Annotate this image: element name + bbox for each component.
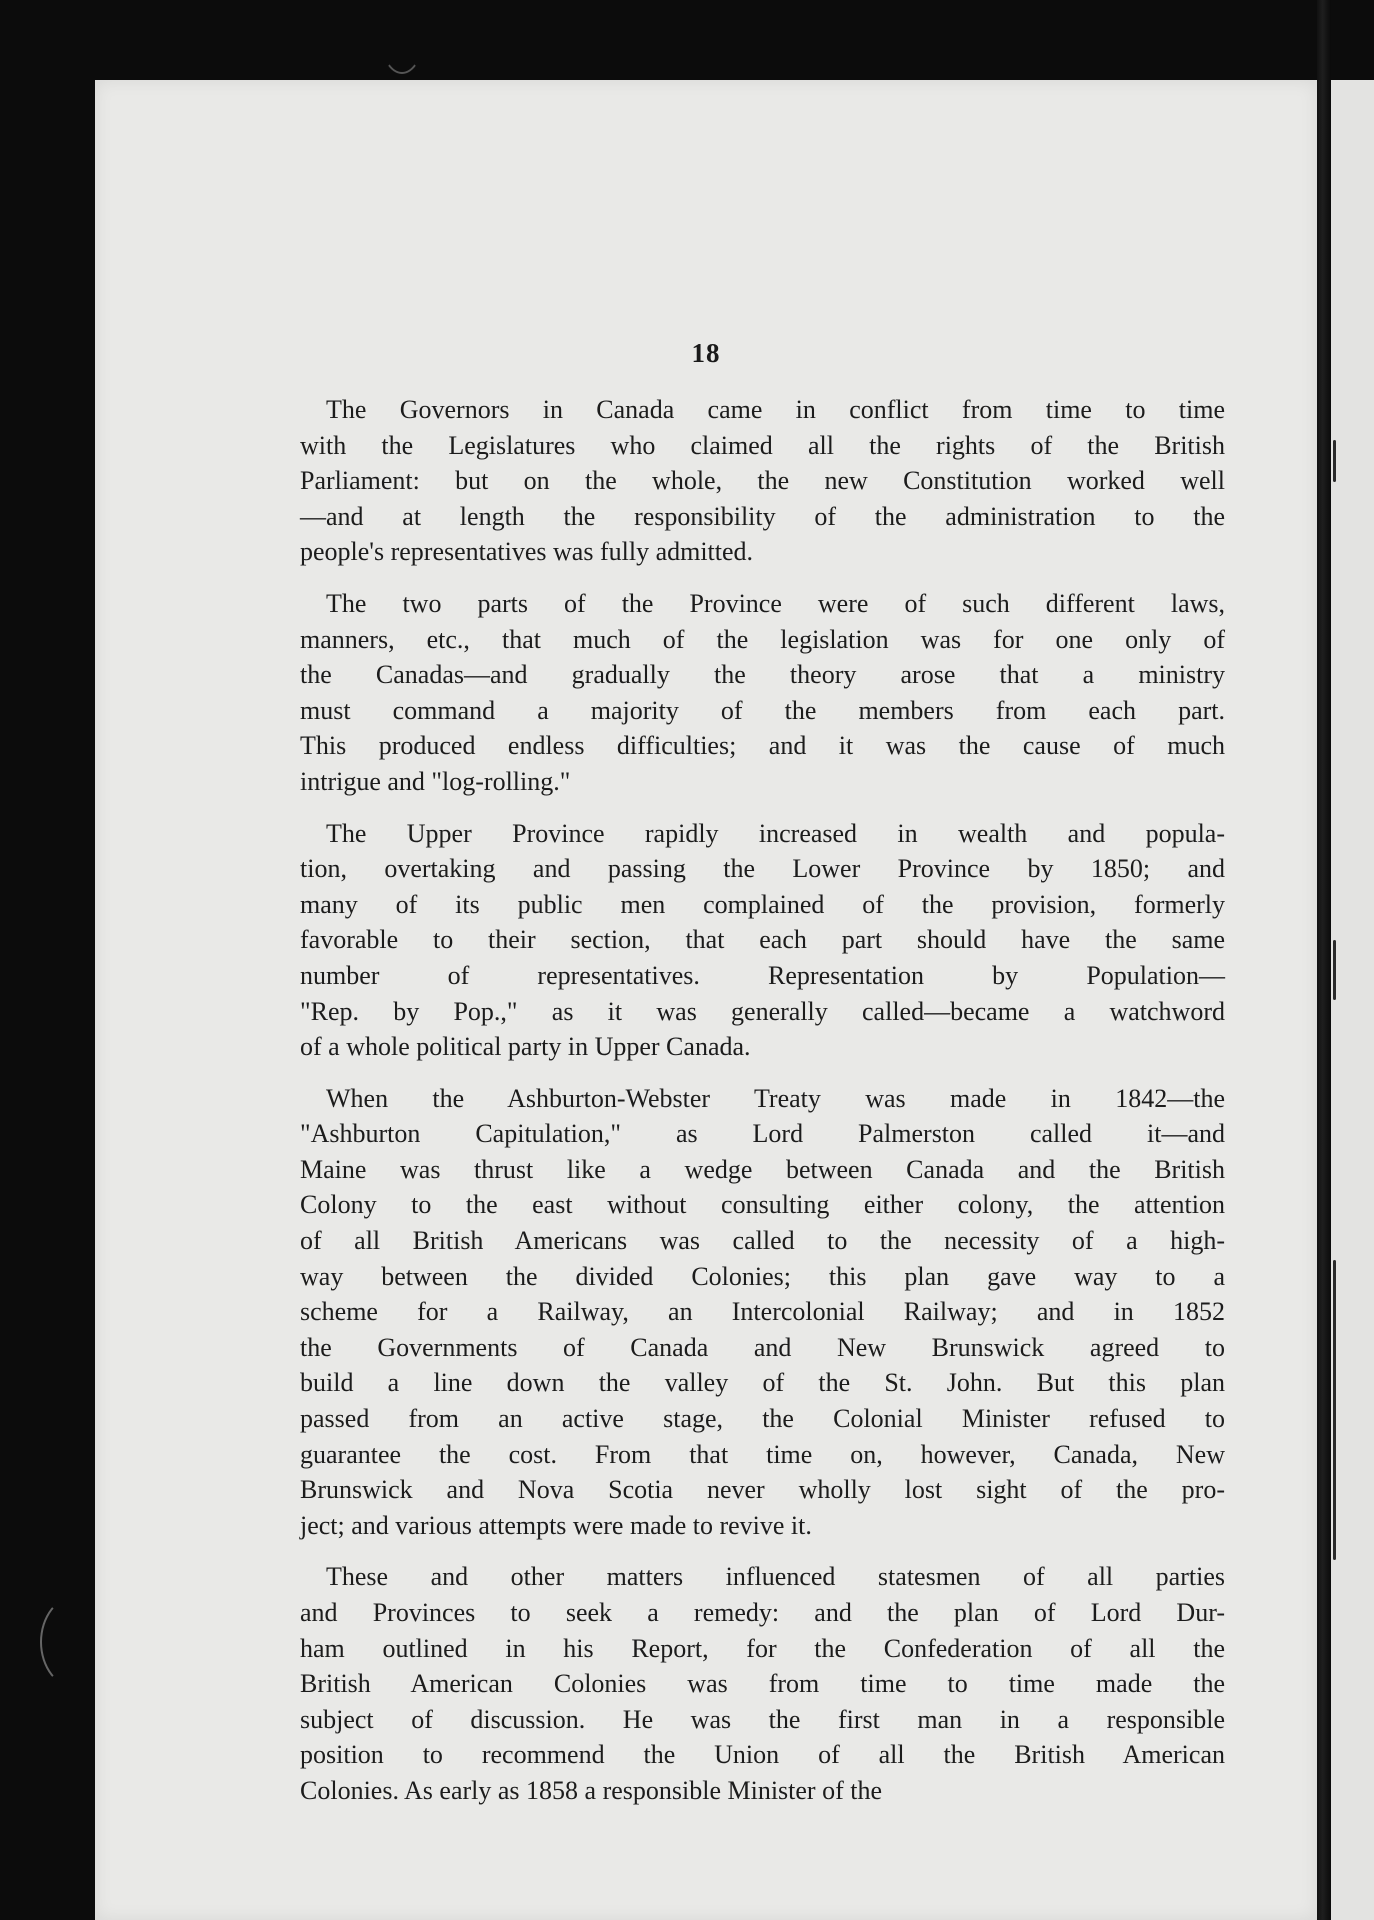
text-line: the Canadas—and gradually the theory arose that a ministry xyxy=(300,660,1225,690)
text-line: guarantee the cost. From that time on, however, Canada, New xyxy=(300,1439,1225,1469)
text-line: favorable to their section, that each part should have the same xyxy=(300,925,1225,955)
text-line: This produced endless difficulties; and it was the cause of much xyxy=(300,731,1225,761)
paragraph xyxy=(300,1081,1225,1544)
book-spine xyxy=(1317,0,1331,1920)
text-line: Brunswick and Nova Scotia never wholly lost sight of the pro- xyxy=(300,1475,1225,1505)
page-number: 18 xyxy=(691,338,721,368)
facing-page-mark xyxy=(1333,1260,1336,1560)
text-line: These and other matters influenced statesmen of all parties xyxy=(326,1562,1225,1592)
text-line: build a line down the valley of the St. John. But this plan xyxy=(300,1368,1225,1398)
text-line: passed from an active stage, the Colonial Minister refused to xyxy=(300,1404,1225,1434)
text-line: number of representatives. Representation by Population— xyxy=(300,960,1225,990)
text-line: tion, overtaking and passing the Lower Province by 1850; and xyxy=(300,854,1225,884)
text-line: Colony to the east without consulting either colony, the attention xyxy=(300,1190,1225,1220)
text-line: When the Ashburton-Webster Treaty was made in 1842—the xyxy=(326,1083,1225,1113)
text-line: Parliament: but on the whole, the new Constitution worked well xyxy=(300,466,1225,496)
text-line: intrigue and "log-rolling." xyxy=(300,766,571,796)
text-line: The Upper Province rapidly increased in wealth and popula- xyxy=(326,818,1225,848)
text-line: many of its public men complained of the provision, formerly xyxy=(300,889,1225,919)
text-line: "Ashburton Capitulation," as Lord Palmerston called it—and xyxy=(300,1119,1225,1149)
text-line: "Rep. by Pop.," as it was generally called—became a watchword xyxy=(300,996,1225,1026)
text-line: position to recommend the Union of all the British American xyxy=(300,1740,1225,1770)
paragraph xyxy=(300,392,1225,570)
facing-page-mark xyxy=(1333,940,1336,1000)
text-line: and Provinces to seek a remedy: and the plan of Lord Dur- xyxy=(300,1598,1225,1627)
text-line: manners, etc., that much of the legislation was for one only of xyxy=(300,624,1225,654)
text-line: scheme for a Railway, an Intercolonial Railway; and in 1852 xyxy=(300,1297,1225,1327)
margin-scratch xyxy=(40,1595,114,1689)
text-line: with the Legislatures who claimed all the rights of the British xyxy=(300,430,1225,460)
paragraph xyxy=(300,816,1225,1065)
text-line: way between the divided Colonies; this plan gave way to a xyxy=(300,1261,1225,1291)
document-page xyxy=(95,80,1317,1920)
margin-scratch xyxy=(380,0,424,74)
text-line: of a whole political party in Upper Canada. xyxy=(300,1032,751,1062)
facing-page-mark xyxy=(1333,440,1336,482)
text-line: —and at length the responsibility of the administration to the xyxy=(300,501,1225,531)
paragraph xyxy=(300,1559,1225,1808)
text-line: British American Colonies was from time to time made the xyxy=(300,1669,1225,1699)
text-line: the Governments of Canada and New Brunswick agreed to xyxy=(300,1332,1225,1362)
body-text xyxy=(300,392,1225,1825)
text-line: The Governors in Canada came in conflict from time to time xyxy=(326,395,1225,424)
text-line: of all British Americans was called to the necessity of a high- xyxy=(300,1226,1225,1256)
text-line: The two parts of the Province were of such different laws, xyxy=(326,588,1225,618)
text-line: Colonies. As early as 1858 a responsible Minister of the xyxy=(300,1775,883,1805)
text-line: subject of discussion. He was the first man in a responsible xyxy=(300,1704,1225,1734)
text-line: people's representatives was fully admitted. xyxy=(300,537,754,567)
text-line: ham outlined in his Report, for the Confederation of all the xyxy=(300,1633,1225,1663)
text-line: must command a majority of the members from each part. xyxy=(300,695,1225,725)
facing-page-edge xyxy=(1331,80,1374,1920)
paragraph xyxy=(300,586,1225,800)
text-line: ject; and various attempts were made to revive it. xyxy=(300,1510,812,1540)
text-line: Maine was thrust like a wedge between Canada and the British xyxy=(300,1154,1225,1184)
